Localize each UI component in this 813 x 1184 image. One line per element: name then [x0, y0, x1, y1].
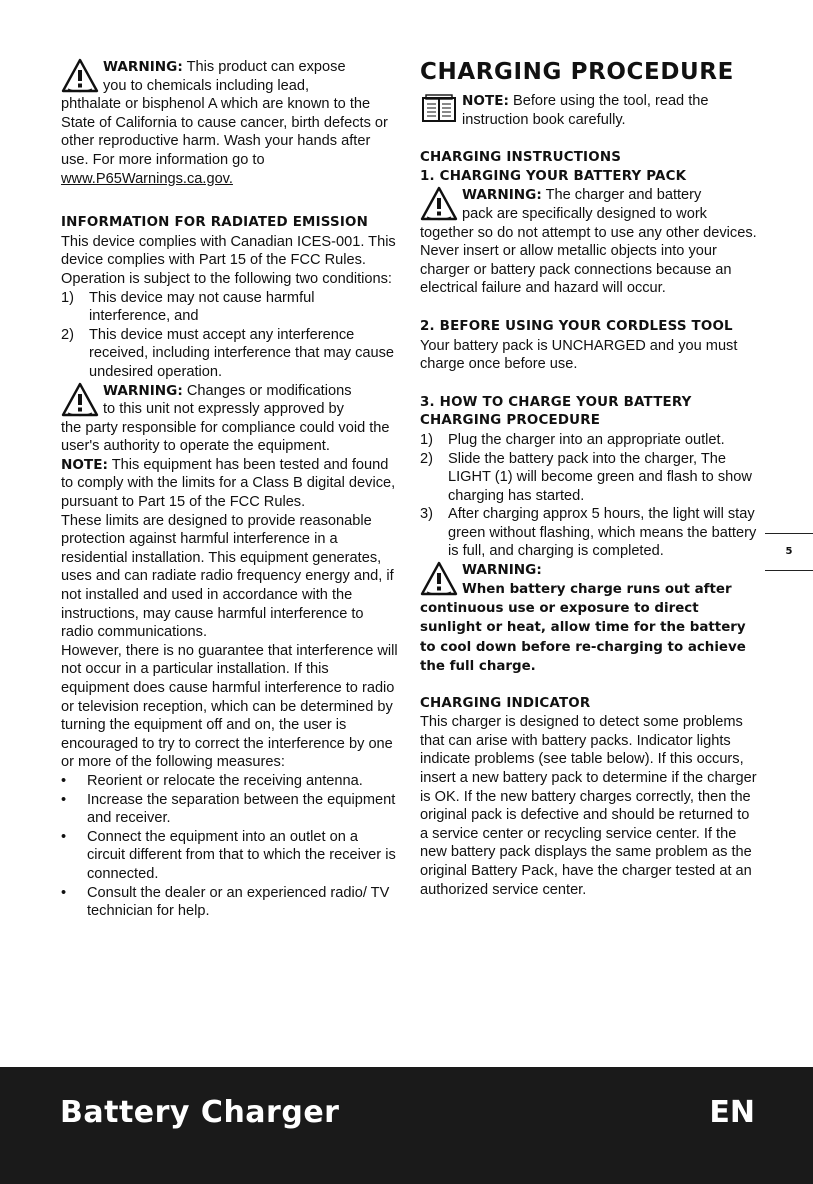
footer-title: Battery Charger: [60, 1095, 340, 1130]
limits-paragraph: These limits are designed to provide reasonable protection against harmful interference in a residential installation. This equipment generates, uses and can radiate radio frequency energy and, if not installed and used in accordance with the instructions, may cause harmful interference to radio communications.: [61, 512, 394, 641]
conditions-intro: Operation is subject to the following two conditions:: [61, 270, 392, 287]
right-column: [420, 58, 760, 899]
instruction-book-icon: [420, 94, 458, 124]
list-item: • Reorient or relocate the receiving antenna.: [61, 772, 363, 789]
warning-cool-down: WARNING: When battery charge runs out after continuous use or exposure to direct sunlight or heat, allow time for the battery to cool down before re-charging to achieve the full charge.: [420, 561, 760, 677]
prop65-link[interactable]: www.P65Warnings.ca.gov.: [61, 170, 233, 187]
list-item: • Consult the dealer or an experienced radio/ TV technician for help.: [61, 884, 390, 920]
charging-steps: [420, 431, 760, 561]
note-label: NOTE:: [462, 93, 509, 109]
page-number: 5: [765, 533, 813, 571]
warning-text: the party responsible for compliance could void the user's authority to operate the equipment.: [61, 419, 390, 455]
section-2-heading: 2. BEFORE USING YOUR CORDLESS TOOL: [420, 318, 733, 334]
conditions-list: [61, 289, 398, 382]
warning-label: WARNING:: [462, 187, 542, 204]
warning-triangle-icon: [61, 382, 99, 417]
footer-bar: [0, 1067, 813, 1184]
charging-indicator-text: This charger is designed to detect some problems that can arise with battery packs. Indicator lights indicate problems (see table below). If this occurs, insert a new battery pack to determine if the charger is OK. If the new battery charges correctly, then the original pack is defective and should be returned to a service center or recycling service center. If the new battery pack displays the same problem as the original Battery Pack, have the charger tested at an authorized service center.: [420, 714, 757, 898]
section-3-heading: 3. HOW TO CHARGE YOUR BATTERY CHARGING PROCEDURE: [420, 394, 692, 429]
list-item: 2) Slide the battery pack into the charger, The LIGHT (1) will become green and flash to show charging has started.: [420, 450, 752, 504]
list-item: • Connect the equipment into an outlet on a circuit different from that to which the receiver is connected.: [61, 828, 396, 882]
warning-label: WARNING:: [462, 562, 542, 579]
section-1-heading: 1. CHARGING YOUR BATTERY PACK: [420, 168, 687, 184]
charging-indicator-heading: CHARGING INDICATOR: [420, 695, 591, 711]
warning-battery-pack: WARNING: The charger and battery pack are specifically designed to work together so do not attempt to use any other devices. Never insert or allow metallic objects into your charger or battery pack connections because an electrical failure and hazard will occur.: [420, 186, 760, 298]
warning-text: continuous use or exposure to direct sunlight or heat, allow time for the battery to cool down before re-charging to achieve the full charge.: [420, 601, 746, 675]
radiated-emission-heading: INFORMATION FOR RADIATED EMISSION: [61, 215, 369, 231]
compliance-text: This device complies with Canadian ICES-001. This device complies with Part 15 of the FCC Rules.: [61, 233, 396, 269]
list-item: 1) Plug the charger into an appropriate outlet.: [420, 431, 725, 448]
warning-prop65: WARNING: This product can expose you to chemicals including lead, phthalate or bisphenol A which are known to the State of California to cause cancer, birth defects or other reproductive harm. Wash your hands after use. For more information go to www.P65Warnings.ca.gov.: [61, 58, 398, 188]
warning-triangle-icon: [61, 58, 99, 93]
fcc-note: NOTE: This equipment has been tested and found to comply with the limits for a Class B digital device, pursuant to Part 15 of the FCC Rules.: [61, 456, 396, 511]
warning-modifications: WARNING: Changes or modifications to this unit not expressly approved by the party responsible for compliance could void the user's authority to operate the equipment.: [61, 382, 398, 456]
warning-triangle-icon: [420, 186, 458, 221]
warning-text: phthalate or bisphenol A which are known to the State of California to cause cancer, birth defects or other reproductive harm. Wash your hands after use. For more information go to www.P65Warnings.ca.gov.: [61, 96, 388, 187]
however-paragraph: However, there is no guarantee that interference will not occur in a particular installation. If this equipment does cause harmful interference to radio or television reception, which can be determined by turning the equipment off and on, the user is encouraged to try to correct the interference by one or more of the following measures:: [61, 642, 398, 771]
left-column: [61, 58, 398, 921]
list-item: • Increase the separation between the equipment and receiver.: [61, 791, 396, 827]
note-label: NOTE:: [61, 456, 108, 473]
note-read-manual: NOTE: Before using the tool, read the instruction book carefully.: [420, 92, 760, 129]
charging-instructions-heading: CHARGING INSTRUCTIONS: [420, 150, 622, 166]
warning-text: together so do not attempt to use any other devices. Never insert or allow metallic objects into your charger or battery pack connections because an electrical failure and hazard will occur.: [420, 224, 757, 297]
language-code: EN: [709, 1095, 755, 1130]
list-item: 2) This device must accept any interference received, including interference that may cause undesired operation.: [61, 326, 395, 380]
warning-label: WARNING:: [103, 59, 183, 75]
list-item: 1) This device may not cause harmful interference, and: [61, 289, 315, 325]
page-title: CHARGING PROCEDURE: [420, 59, 734, 85]
section-2-text: Your battery pack is UNCHARGED and you must charge once before use.: [420, 337, 738, 373]
measures-list: [61, 772, 398, 921]
warning-label: WARNING:: [103, 382, 183, 399]
warning-triangle-icon: [420, 561, 458, 596]
list-item: 3) After charging approx 5 hours, the light will stay green without flashing, which means the battery is full, and charging is completed.: [420, 506, 757, 560]
